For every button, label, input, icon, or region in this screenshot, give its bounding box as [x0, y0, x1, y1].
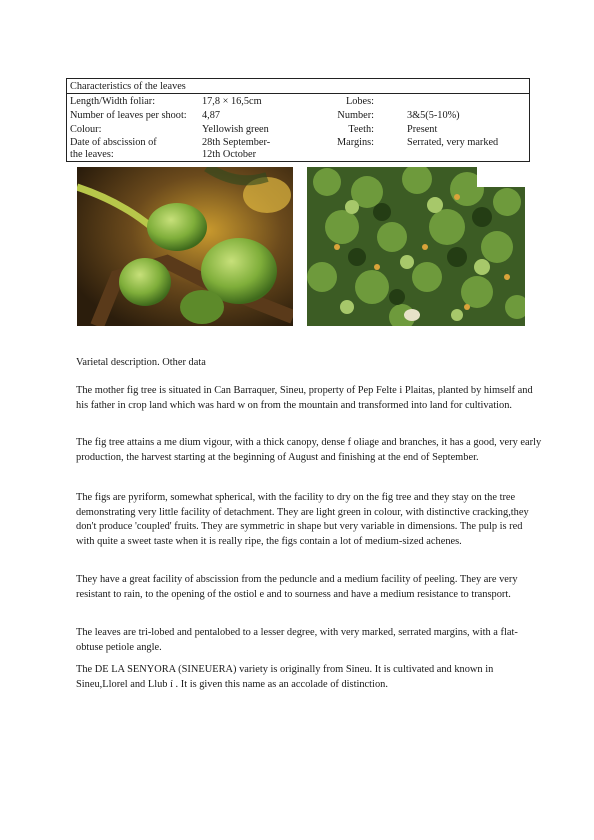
paragraph [76, 436, 542, 465]
paragraph [76, 384, 542, 413]
varietal-heading: Varietal description. Other data [76, 357, 206, 368]
paragraph-text: The leaves are tri-lobed and pentalobed to a lesser degree, with very marked, serrated margins, with a flat-obtuse petiole angle. [76, 627, 518, 653]
row-value: Yellowish green [202, 124, 269, 135]
leaf-characteristics-table [66, 78, 530, 162]
paragraph-text: The DE LA SENYORA (SINEUERA) variety is originally from Sineu. It is cultivated and known in Sineu,Llorel and Llub í . It is given this name as an accolade of distinction. [76, 664, 494, 690]
paragraph-text: The fig tree attains a me dium vigour, with a thick canopy, dense f oliage and branches, it has a good, very early production, the harvest starting at the beginning of August and finishing at the end of September. [76, 437, 542, 463]
row-label: the leaves: [70, 149, 114, 160]
paragraph-text: They have a great facility of abscission from the peduncle and a medium facility of peeling. They are very resistant to rain, to the opening of the ostiol e and to sourness and have a medium resistance to transport. [76, 574, 518, 600]
row-label: Number of leaves per shoot: [70, 110, 187, 121]
paragraph-text: The mother fig tree is situated in Can Barraquer, Sineu, property of Pep Felte i Plaitas, planted by himself and his father in crop land which was hard w on from the mountain and transformed into land for cultivation. [76, 385, 533, 411]
row-value2: Serrated, very marked [407, 137, 499, 148]
paragraph [76, 626, 542, 655]
table-title: Characteristics of the leaves [67, 79, 529, 94]
row-label2: Margins: [337, 137, 374, 148]
fig-tree-photo [307, 167, 525, 326]
row-label2: Lobes: [345, 96, 374, 107]
row-value: 28th September- [202, 137, 271, 148]
row-value2: 3&5(5-10%) [407, 110, 460, 121]
row-value: 4,87 [202, 110, 221, 121]
paragraph [76, 491, 542, 549]
paragraph [76, 663, 542, 692]
paragraph [76, 573, 542, 602]
table-row [67, 95, 529, 109]
row-label: Colour: [70, 124, 102, 135]
row-label: Length/Width foliar: [70, 96, 156, 107]
fig-fruit-photo [77, 167, 293, 326]
table-row [67, 109, 529, 123]
row-value2: Present [407, 124, 438, 135]
paragraph-text: The figs are pyriform, somewhat spherical, with the facility to dry on the fig tree and they stay on the tree demonstrating very little facility of detachment. They are light green in colour, with distinctive cracking,they don't produce 'coupled' fruits. They are symmetric in shape but very variable in dimensions. The pulp is red with quite a sweet taste when it is really ripe, the figs contain a lot of medium-sized achenes. [76, 492, 529, 547]
row-value: 17,8 × 16,5cm [202, 96, 262, 107]
row-label2: Teeth: [348, 124, 374, 135]
row-label2: Number: [337, 110, 374, 121]
row-label: Date of abscission of [70, 137, 157, 148]
table-row [67, 123, 529, 137]
row-value: 12th October [202, 149, 257, 160]
table-row [67, 148, 529, 162]
